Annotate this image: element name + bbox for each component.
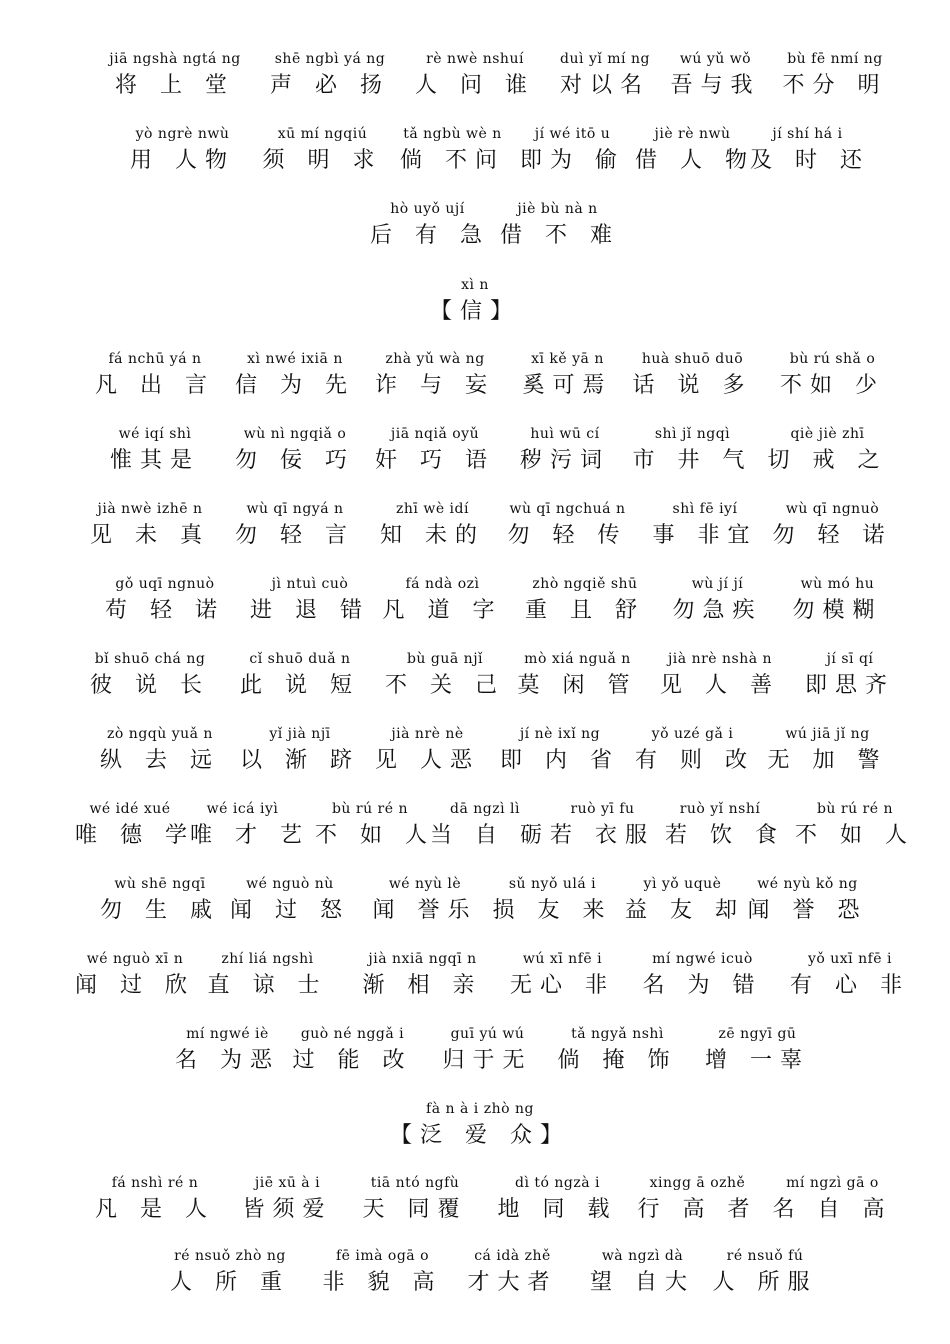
verse-phrase (505, 350, 630, 400)
pinyin: mí ngwé iè (186, 1026, 269, 1042)
hanzi: 吾与我 (670, 73, 761, 98)
pinyin: ré nsuǒ zhò ng (174, 1248, 286, 1264)
hanzi: 对以名 (559, 73, 650, 98)
verse-line (0, 425, 950, 485)
verse-phrase (165, 1247, 295, 1297)
pinyin: ruò yǐ nshí (679, 801, 761, 817)
hanzi: 用 人物 (130, 148, 235, 173)
verse-phrase (230, 1174, 345, 1224)
hanzi: 即为 偷 (520, 148, 625, 173)
hanzi: 闻 誉 恐 (747, 898, 868, 923)
pinyin: cǐ shuō duǎ n (249, 651, 351, 667)
hanzi: 奚可焉 (522, 373, 613, 398)
hanzi: 须 明 求 (262, 148, 383, 173)
verse-line (0, 200, 950, 260)
pinyin: wé nyù kǒ ng (757, 876, 858, 892)
hanzi: 地 同 载 (497, 1197, 618, 1222)
pinyin: xingg ā ozhě (649, 1175, 746, 1191)
pinyin: zhī wè idí (396, 501, 469, 517)
hanzi: 皆须爱 (242, 1197, 333, 1222)
hanzi: 增 一辜 (705, 1048, 810, 1073)
hanzi: 勿 轻 言 (235, 523, 355, 548)
hanzi: 当 自 砺 (430, 823, 550, 848)
verse-phrase (100, 875, 220, 925)
verse-phrase (230, 875, 350, 925)
hanzi: 苟 轻 诺 (105, 598, 225, 623)
pinyin: jiè bù nà n (517, 201, 598, 217)
pinyin: hò uyǒ ují (390, 201, 465, 217)
hanzi: 行 高 者 (637, 1197, 758, 1222)
verse-phrase (770, 1174, 895, 1224)
hanzi: 诈 与 妄 (375, 373, 495, 398)
pinyin: huì wū cí (530, 426, 600, 442)
pinyin: bù rú shǎ o (789, 351, 876, 367)
verse-phrase (380, 650, 510, 700)
verse-phrase (515, 125, 630, 175)
verse-phrase (505, 950, 620, 1000)
verse-phrase (495, 725, 625, 775)
pinyin: bù rú ré n (331, 801, 409, 817)
verse-line (0, 1247, 950, 1307)
pinyin: xū mí ngqiú (277, 126, 368, 142)
hanzi: 惟其是 (109, 448, 200, 473)
hanzi: 倘 不问 (400, 148, 505, 173)
verse-phrase (290, 1025, 415, 1075)
verse-phrase (640, 950, 765, 1000)
pinyin: fà n à i zhò ng (426, 1101, 534, 1117)
verse-phrase (750, 125, 870, 175)
verse-line (0, 1174, 950, 1234)
pinyin: wé idé xué (89, 801, 171, 817)
hanzi: 益 友 却 (625, 898, 745, 923)
verse-phrase (365, 425, 505, 475)
hanzi: 才大者 (467, 1270, 558, 1295)
hanzi: 借 人 物 (635, 148, 755, 173)
hanzi: 勿模糊 (792, 598, 883, 623)
hanzi: 闻 过 怒 (230, 898, 350, 923)
hanzi: 闻 誉乐 (372, 898, 478, 923)
verse-phrase (355, 1174, 475, 1224)
pinyin: wé nyù lè (388, 876, 462, 892)
pinyin: xì nwé ixiā n (247, 351, 343, 367)
hanzi: 及 时 还 (750, 148, 870, 173)
verse-line (0, 650, 950, 710)
verse-phrase (770, 500, 895, 550)
hanzi: 彼 说 长 (90, 673, 210, 698)
hanzi: 唯 德 学 (75, 823, 195, 848)
hanzi: 话 说 多 (632, 373, 753, 398)
hanzi: 纵 去 远 (100, 748, 220, 773)
pinyin: jí wé itō u (534, 126, 611, 142)
pinyin: jià nwè izhē n (97, 501, 203, 517)
pinyin: dā ngzì lì (450, 801, 520, 817)
hanzi: 见 未 真 (90, 523, 210, 548)
hanzi: 【信】 (429, 299, 520, 324)
hanzi: 勿 轻 传 (507, 523, 628, 548)
hanzi: 倘 掩 饰 (557, 1048, 678, 1073)
hanzi: 若 衣服 (550, 823, 655, 848)
verse-phrase (90, 725, 230, 775)
hanzi: 莫 闲 管 (517, 673, 638, 698)
hanzi: 声 必 扬 (270, 73, 390, 98)
hanzi: 人 问 谁 (415, 73, 535, 98)
hanzi: 见 人恶 (375, 748, 480, 773)
hanzi: 勿 生 戚 (100, 898, 220, 923)
pinyin: ruò yī fu (570, 801, 635, 817)
hanzi: 知 未的 (380, 523, 485, 548)
verse-phrase (705, 1247, 825, 1297)
verse-phrase (490, 875, 615, 925)
pinyin: wù mó hu (800, 576, 875, 592)
hanzi: 以 渐 跻 (240, 748, 360, 773)
hanzi: 见 人 善 (660, 673, 780, 698)
verse-phrase (100, 50, 250, 100)
pinyin: jí nè ixǐ ng (519, 726, 601, 742)
verse-phrase (430, 800, 550, 850)
hanzi: 不 如 人 (315, 823, 435, 848)
pinyin: mí ngzì gā o (786, 1175, 879, 1191)
verse-phrase (635, 1174, 760, 1224)
verse-phrase (500, 200, 620, 250)
pinyin: fá nchū yá n (108, 351, 202, 367)
verse-phrase (550, 800, 655, 850)
hanzi: 不 关 己 (385, 673, 505, 698)
pinyin: wú xī nfē i (522, 951, 603, 967)
pinyin: huà shuō duō (641, 351, 744, 367)
verse-phrase (200, 950, 335, 1000)
hanzi: 事 非宜 (652, 523, 758, 548)
verse-phrase (770, 50, 900, 100)
verse-phrase (665, 800, 785, 850)
pinyin: sǔ nyǒ ulá i (508, 876, 597, 892)
verse-phrase (225, 425, 365, 475)
pinyin: wù qī ngnuò (785, 501, 880, 517)
verse-phrase (75, 800, 195, 850)
verse-phrase (190, 800, 310, 850)
verse-line (0, 350, 950, 410)
verse-phrase (85, 500, 215, 550)
hanzi: 将 上 堂 (115, 73, 235, 98)
verse-phrase (260, 50, 400, 100)
hanzi: 凡 出 言 (95, 373, 215, 398)
verse-phrase (500, 500, 635, 550)
verse-phrase (495, 1174, 620, 1224)
section-heading (0, 276, 950, 336)
pinyin: zhò ngqiě shū (532, 576, 638, 592)
pinyin: jià nxiā ngqī n (368, 951, 477, 967)
verse-phrase (505, 425, 625, 475)
pinyin: jiè rè nwù (654, 126, 731, 142)
hanzi: 渐 相 亲 (362, 973, 483, 998)
hanzi: 勿急疾 (672, 598, 763, 623)
pinyin: jiē xū à i (254, 1175, 321, 1191)
pinyin: shì jǐ ngqì (654, 426, 731, 442)
verse-phrase (85, 350, 225, 400)
hanzi: 人 所服 (712, 1270, 818, 1295)
verse-phrase (320, 1247, 445, 1297)
hanzi: 切 戒 之 (767, 448, 888, 473)
verse-phrase (435, 1025, 540, 1075)
verse-phrase (255, 125, 390, 175)
verse-phrase (230, 650, 370, 700)
hanzi: 信 为 先 (235, 373, 355, 398)
pinyin: wú jiā jǐ ng (785, 726, 870, 742)
hanzi: 借 不 难 (500, 223, 620, 248)
pinyin: tǎ ngbù wè n (403, 126, 502, 142)
hanzi: 唯 才 艺 (190, 823, 310, 848)
verse-line (0, 50, 950, 110)
verse-phrase (800, 650, 900, 700)
verse-phrase (95, 575, 235, 625)
verse-phrase (795, 800, 915, 850)
verse-phrase (230, 500, 360, 550)
hanzi: 即思齐 (804, 673, 895, 698)
pinyin: bù rú ré n (816, 801, 894, 817)
verse-phrase (545, 50, 665, 100)
pinyin: wù qī ngyá n (246, 501, 344, 517)
verse-phrase (245, 575, 375, 625)
pinyin: fē imà ogā o (335, 1248, 430, 1264)
hanzi: 过 能 改 (292, 1048, 413, 1073)
verse-line (0, 950, 950, 1010)
verse-phrase (370, 350, 500, 400)
hanzi: 勿 佞 巧 (235, 448, 355, 473)
hanzi: 直 谅 士 (207, 973, 328, 998)
pinyin: gǒ uqī ngnuò (115, 576, 215, 592)
hanzi: 【泛 爱 众】 (390, 1123, 570, 1148)
verse-phrase (630, 425, 755, 475)
section-heading (0, 1100, 950, 1160)
pinyin: tiā ntó ngfù (370, 1175, 460, 1191)
pinyin: jiā ngshà ngtá ng (109, 51, 241, 67)
hanzi: 市 井 气 (632, 448, 753, 473)
verse-phrase (355, 950, 490, 1000)
pinyin: mò xiá nguǎ n (524, 651, 631, 667)
verse-phrase (365, 875, 485, 925)
hanzi: 天 同覆 (362, 1197, 468, 1222)
pinyin: wú yǔ wǒ (679, 51, 752, 67)
pinyin: fá ndà ozì (405, 576, 480, 592)
verse-phrase (455, 1247, 570, 1297)
verse-line (0, 1025, 950, 1085)
verse-phrase (625, 875, 745, 925)
pinyin: wà ngzì dà (601, 1248, 684, 1264)
pinyin: wé nguò nù (246, 876, 334, 892)
pinyin: wù nì ngqiǎ o (243, 426, 347, 442)
pinyin: shì fē iyí (672, 501, 738, 517)
hanzi: 进 退 错 (250, 598, 370, 623)
pinyin: zò ngqù yuǎ n (107, 726, 213, 742)
pinyin: ré nsuǒ fú (726, 1248, 804, 1264)
verse-phrase (240, 725, 360, 775)
hanzi: 望 自大 (590, 1270, 695, 1295)
verse-phrase (315, 800, 435, 850)
pinyin: wù qī ngchuá n (509, 501, 626, 517)
verse-phrase (630, 350, 755, 400)
hanzi: 无心 非 (510, 973, 615, 998)
verse-phrase (635, 725, 755, 775)
verse-phrase (170, 1025, 285, 1075)
hanzi: 此 说 短 (240, 673, 360, 698)
verse-phrase (668, 50, 763, 100)
pinyin: fá nshì ré n (111, 1175, 199, 1191)
pinyin: jí shí há i (772, 126, 843, 142)
pinyin: zē ngyī gū (718, 1026, 797, 1042)
verse-phrase (585, 1247, 700, 1297)
verse-phrase (515, 650, 640, 700)
pinyin: yǐ jià njī (269, 726, 331, 742)
hanzi: 不如 少 (780, 373, 885, 398)
verse-phrase (515, 575, 655, 625)
pinyin: jì ntuì cuò (271, 576, 349, 592)
hanzi: 奸 巧 语 (375, 448, 495, 473)
pinyin: jí sī qí (826, 651, 874, 667)
verse-phrase (700, 1025, 815, 1075)
pinyin: bù guā njǐ (406, 651, 484, 667)
pinyin: xī kě yā n (531, 351, 604, 367)
hanzi: 不分 明 (782, 73, 888, 98)
verse-phrase (635, 125, 755, 175)
verse-line (0, 500, 950, 560)
verse-phrase (745, 875, 870, 925)
pinyin: bǐ shuō chá ng (94, 651, 206, 667)
pinyin: duì yǐ mí ng (560, 51, 650, 67)
section-title (370, 1100, 590, 1150)
pinyin: zhà yǔ wà ng (385, 351, 485, 367)
pinyin: mí ngwé icuò (652, 951, 753, 967)
hanzi: 无 加 警 (767, 748, 888, 773)
pinyin: cá idà zhě (474, 1248, 551, 1264)
hanzi: 不 如 人 (795, 823, 915, 848)
verse-phrase (225, 350, 365, 400)
pinyin: shē ngbì yá ng (274, 51, 386, 67)
hanzi: 闻 过 欣 (75, 973, 195, 998)
pinyin: dì tó ngzà i (514, 1175, 601, 1191)
verse-phrase (380, 575, 505, 625)
verse-phrase (70, 950, 200, 1000)
hanzi: 后 有 急 (370, 223, 490, 248)
hanzi: 若 饮 食 (665, 823, 785, 848)
hanzi: 凡 是 人 (95, 1197, 215, 1222)
pinyin: jià nrè nshà n (667, 651, 773, 667)
verse-phrase (645, 500, 765, 550)
pinyin: yǒ uxī nfē i (807, 951, 893, 967)
verse-phrase (765, 425, 890, 475)
pinyin: jiā nqiǎ oyǔ (390, 426, 480, 442)
verse-phrase (780, 575, 895, 625)
verse-line (0, 875, 950, 935)
verse-phrase (765, 725, 890, 775)
verse-phrase (410, 50, 540, 100)
hanzi: 凡 道 字 (382, 598, 503, 623)
verse-line (0, 575, 950, 635)
verse-line (0, 800, 950, 860)
hanzi: 损 友 来 (492, 898, 613, 923)
pinyin: qiè jiè zhī (790, 426, 865, 442)
verse-phrase (370, 500, 495, 550)
verse-phrase (770, 350, 895, 400)
pinyin: wé iqí shì (118, 426, 192, 442)
verse-phrase (650, 650, 790, 700)
hanzi: 名 自 高 (772, 1197, 893, 1222)
verse-phrase (75, 650, 225, 700)
pinyin: guò né nggǎ i (300, 1026, 405, 1042)
pinyin: yì yǒ uquè (643, 876, 722, 892)
hanzi: 有 则 改 (635, 748, 755, 773)
verse-phrase (555, 1025, 680, 1075)
verse-phrase (660, 575, 775, 625)
verse-phrase (95, 1174, 215, 1224)
hanzi: 名 为恶 (175, 1048, 280, 1073)
verse-phrase (365, 725, 490, 775)
verse-line (0, 125, 950, 185)
verse-line (0, 725, 950, 785)
hanzi: 归于无 (442, 1048, 533, 1073)
pinyin: xì n (461, 277, 489, 293)
hanzi: 名 为 错 (642, 973, 763, 998)
pinyin: wé nguò xī n (86, 951, 184, 967)
pinyin: bù fē nmí ng (787, 51, 883, 67)
hanzi: 勿 轻 诺 (772, 523, 893, 548)
pinyin: rè nwè nshuí (426, 51, 524, 67)
hanzi: 人 所 重 (170, 1270, 290, 1295)
hanzi: 重 且 舒 (525, 598, 645, 623)
pinyin: guī yú wú (450, 1026, 525, 1042)
section-title (400, 276, 550, 326)
pinyin: wé icá iyì (206, 801, 279, 817)
pinyin: wù shē ngqī (114, 876, 206, 892)
hanzi: 秽污词 (519, 448, 610, 473)
verse-phrase (790, 950, 910, 1000)
pinyin: jià nrè nè (391, 726, 464, 742)
verse-phrase (390, 125, 515, 175)
hanzi: 非 貌 高 (322, 1270, 443, 1295)
pinyin: zhí liá ngshì (221, 951, 314, 967)
pinyin: wù jí jí (691, 576, 744, 592)
verse-phrase (90, 425, 220, 475)
pinyin: tǎ ngyǎ nshì (571, 1026, 664, 1042)
pinyin: yǒ uzé gǎ i (651, 726, 734, 742)
hanzi: 有 心 非 (790, 973, 910, 998)
pinyin: yò ngrè nwù (135, 126, 230, 142)
verse-phrase (115, 125, 250, 175)
verse-phrase (370, 200, 490, 250)
hanzi: 即 内 省 (500, 748, 620, 773)
